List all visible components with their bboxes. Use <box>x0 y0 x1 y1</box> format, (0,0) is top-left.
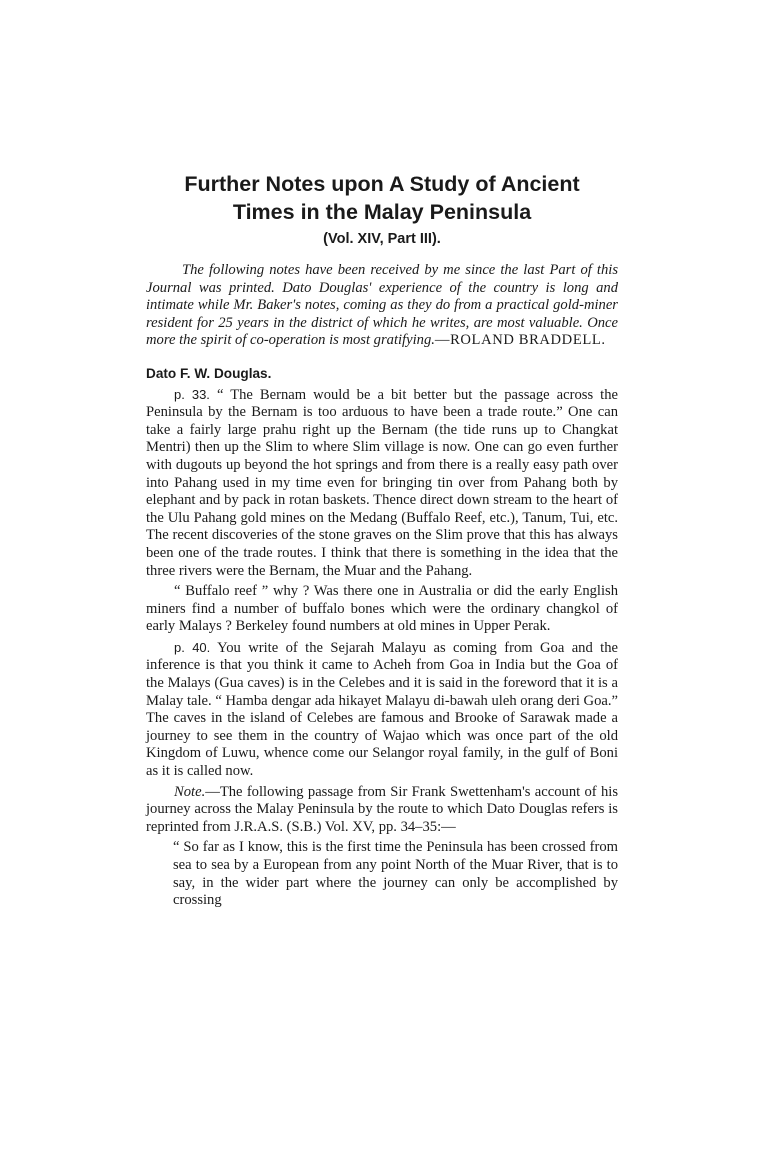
paragraph-p33 <box>146 386 618 581</box>
title-line-2: Times in the Malay Peninsula <box>232 200 532 224</box>
paragraph-text: “ Buffalo reef ” why ? Was there one in Australia or did the early English miners find a number of buffalo bones which were the ordinary changkol of early Malays ? Berkeley found numbers at old mines in Upper Perak. <box>146 583 618 635</box>
paragraph-buffalo-reef <box>146 583 618 636</box>
paragraph-text: You write of the Sejarah Malayu as coming from Goa and the inference is that you think it came to Acheh from Goa in India but the Goa of the Malays (Gua caves) is in the Celebes and it is said in the foreword that it is a Malay tale. “ Hamba dengar ada hikayet Malayu di-bawah uleh orang deri Goa.” The caves in the island of Celebes are famous and Brooke of Sarawak made a journey to see them in the country of Wajao which was once part of the old Kingdom of Luwu, whence come our Selangor royal family, in the gulf of Boni as it is called now. <box>146 639 619 780</box>
section-heading: Dato F. W. Douglas. <box>146 365 272 381</box>
title-line-1: Further Notes upon A Study of Ancient <box>184 172 580 196</box>
editorial-intro <box>146 262 618 350</box>
article-title <box>138 170 626 226</box>
note-paragraph <box>146 784 618 837</box>
block-quote: “ So far as I know, this is the first time the Peninsula has been crossed from sea to sea by a European from any point North of the Muar River, that is to say, in the wider part where the journey can only be accomplished by crossing <box>173 839 618 909</box>
paragraph-text: “ The Bernam would be a bit better but the passage across the Peninsula by the Bernam is too arduous to have been a trade route.” One can take a fairly large prahu right up the Bernam (the tide runs up to Changkat Mentri) then up the Slim to where Slim village is now. One can go even further with dugouts up beyond the hot springs and from there is a really easy path over into Pahang used in my time even for bringing tin over from Pahang both by elephant and by pack in rotan baskets. Thence direct down stream to the heart of the Ulu Pahang gold mines on the Medang (Buffalo Reef, etc.), Tanum, Tui, etc. The recent discoveries of the stone graves on the Slim prove that this has always been one of the trade routes. I think that there is something in the idea that the three rivers were the Bernam, the Muar and the Pahang. <box>146 386 618 579</box>
page-ref: p. 33. <box>174 386 210 402</box>
paragraph-p40 <box>146 639 618 781</box>
note-label: Note. <box>174 783 206 800</box>
page-content <box>146 170 618 910</box>
volume-reference: (Vol. XIV, Part III). <box>323 231 441 247</box>
intro-text: The following notes have been received by me since the last Part of this Journal was printed. Dato Douglas' experience of the country is long and intimate while Mr. Baker's notes, coming as they do from a practical gold-miner resident for 25 years in the district of which he writes, are most valuable. Once more the spirit of co-operation is most gratifying. <box>146 262 618 349</box>
note-text: —The following passage from Sir Frank Swettenham's account of his journey across the Malay Peninsula by the route to which Dato Douglas refers is reprinted from J.R.A.S. (S.B.) Vol. XV, pp. 34–35:— <box>146 783 618 835</box>
intro-signature: —ROLAND BRADDELL. <box>434 332 606 349</box>
page-ref: p. 40. <box>174 639 211 655</box>
